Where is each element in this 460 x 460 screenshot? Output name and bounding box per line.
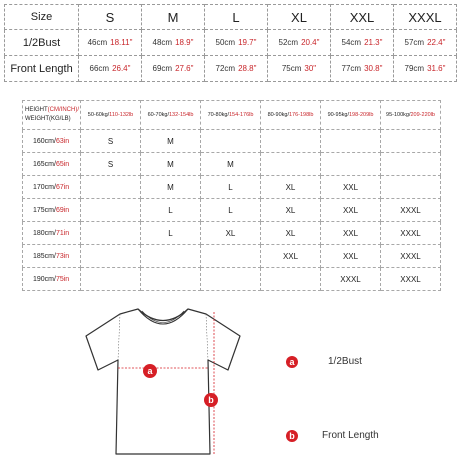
weight-header-row bbox=[23, 101, 441, 130]
marker-b-badge bbox=[204, 393, 218, 407]
size-recommendation-cell: XXL bbox=[321, 222, 381, 245]
size-recommendation-cell: S bbox=[81, 153, 141, 176]
legend-a-label: 1/2Bust bbox=[328, 356, 362, 367]
size-col-l: L bbox=[205, 5, 268, 30]
weight-lb: 132-154lb bbox=[168, 111, 194, 118]
legend-b-label: Front Length bbox=[322, 430, 379, 441]
height-cm: 165cm/ bbox=[33, 160, 56, 168]
size-recommendation-cell: XL bbox=[261, 176, 321, 199]
weight-lb: 110-132lb bbox=[109, 111, 134, 118]
size-recommendation-cell: XXL bbox=[321, 199, 381, 222]
inch-value: 31.6" bbox=[427, 64, 446, 73]
inch-value: 18.9" bbox=[175, 38, 194, 47]
inch-value: 21.3" bbox=[364, 38, 383, 47]
cm-value: 57cm bbox=[404, 38, 425, 47]
inch-value: 30.8" bbox=[364, 64, 383, 73]
size-recommendation-cell bbox=[321, 130, 381, 153]
height-row bbox=[23, 245, 441, 268]
bust-cell-l bbox=[205, 30, 268, 56]
length-cell-xxl bbox=[331, 56, 394, 82]
height-inch: 63in bbox=[55, 137, 70, 145]
size-recommendation-cell bbox=[321, 153, 381, 176]
inch-value: 18.11" bbox=[110, 38, 133, 47]
weight-word: WEIGHT(KG/LB) bbox=[25, 116, 71, 122]
size-recommendation-cell bbox=[381, 153, 441, 176]
height-inch: 73in bbox=[55, 252, 70, 260]
size-header-row bbox=[5, 5, 457, 30]
length-cell-l bbox=[205, 56, 268, 82]
weight-kg: 90-95kg/ bbox=[327, 111, 349, 118]
length-cell-s bbox=[79, 56, 142, 82]
size-recommendation-cell: XXXL bbox=[381, 268, 441, 291]
size-recommendation-cell bbox=[261, 153, 321, 176]
inch-value: 26.4" bbox=[112, 64, 131, 73]
size-recommendation-cell bbox=[141, 245, 201, 268]
inch-value: 22.4" bbox=[427, 38, 446, 47]
size-recommendation-cell: XL bbox=[261, 199, 321, 222]
size-recommendation-cell: M bbox=[141, 176, 201, 199]
cm-value: 52cm bbox=[278, 38, 299, 47]
size-col-xl: XL bbox=[268, 5, 331, 30]
size-recommendation-cell: L bbox=[141, 222, 201, 245]
size-recommendation-cell: XXXL bbox=[321, 268, 381, 291]
marker-a-letter: a bbox=[147, 366, 153, 376]
height-label bbox=[23, 199, 81, 222]
weight-lb: 198-209lb bbox=[348, 111, 374, 118]
size-recommendation-cell: L bbox=[201, 199, 261, 222]
cm-value: 75cm bbox=[281, 64, 302, 73]
front-length-row bbox=[5, 56, 457, 82]
height-weight-table bbox=[22, 100, 441, 291]
weight-lb: 154-176lb bbox=[228, 111, 254, 118]
cm-value: 50cm bbox=[215, 38, 236, 47]
weight-kg: 70-80kg/ bbox=[207, 111, 229, 118]
bust-label: 1/2Bust bbox=[5, 30, 79, 56]
cm-value: 46cm bbox=[87, 38, 108, 47]
size-recommendation-cell bbox=[381, 130, 441, 153]
weight-col-3 bbox=[201, 101, 261, 130]
size-recommendation-cell bbox=[381, 176, 441, 199]
size-recommendation-cell: L bbox=[201, 176, 261, 199]
size-recommendation-cell: XXXL bbox=[381, 245, 441, 268]
height-cm: 190cm/ bbox=[33, 275, 56, 283]
tshirt-collar bbox=[138, 309, 188, 324]
cm-value: 79cm bbox=[404, 64, 425, 73]
height-inch: 71in bbox=[55, 229, 70, 237]
weight-kg: 60-70kg/ bbox=[147, 111, 169, 118]
cm-value: 77cm bbox=[341, 64, 362, 73]
size-recommendation-cell: L bbox=[141, 199, 201, 222]
height-inch: 69in bbox=[55, 206, 70, 214]
bust-cell-xl bbox=[268, 30, 331, 56]
weight-lb: 176-198lb bbox=[288, 111, 314, 118]
size-recommendation-cell bbox=[201, 245, 261, 268]
height-cm: 170cm/ bbox=[33, 183, 56, 191]
cm-value: 66cm bbox=[89, 64, 110, 73]
weight-kg: 80-90kg/ bbox=[267, 111, 289, 118]
tshirt-outline bbox=[86, 309, 240, 454]
size-recommendation-cell: M bbox=[201, 153, 261, 176]
weight-col-5 bbox=[321, 101, 381, 130]
height-label bbox=[23, 245, 81, 268]
inch-value: 27.6" bbox=[175, 64, 194, 73]
size-recommendation-cell: XXL bbox=[261, 245, 321, 268]
size-col-m: M bbox=[142, 5, 205, 30]
size-header-label: Size bbox=[5, 5, 79, 30]
height-cm: 180cm/ bbox=[33, 229, 56, 237]
height-label bbox=[23, 222, 81, 245]
marker-a-badge bbox=[143, 364, 157, 378]
height-cm: 175cm/ bbox=[33, 206, 56, 214]
inch-value: 28.8" bbox=[238, 64, 257, 73]
height-units: (CM/INCH)/ bbox=[47, 107, 79, 113]
legend-b-badge: b bbox=[286, 430, 298, 442]
inch-value: 19.7" bbox=[238, 38, 257, 47]
size-recommendation-cell: M bbox=[141, 130, 201, 153]
bust-cell-xxl bbox=[331, 30, 394, 56]
size-recommendation-cell: XXL bbox=[321, 245, 381, 268]
weight-col-2 bbox=[141, 101, 201, 130]
height-label bbox=[23, 268, 81, 291]
size-recommendation-cell: XL bbox=[201, 222, 261, 245]
length-cell-xl bbox=[268, 56, 331, 82]
inch-value: 30" bbox=[304, 64, 317, 73]
size-col-xxl: XXL bbox=[331, 5, 394, 30]
size-chart-table bbox=[4, 4, 457, 82]
front-length-label: Front Length bbox=[5, 56, 79, 82]
size-recommendation-cell: XXXL bbox=[381, 222, 441, 245]
height-row bbox=[23, 268, 441, 291]
size-recommendation-cell bbox=[261, 130, 321, 153]
height-inch: 75in bbox=[55, 275, 70, 283]
inch-value: 20.4" bbox=[301, 38, 320, 47]
weight-kg: 95-100kg/ bbox=[386, 111, 411, 118]
weight-col-4 bbox=[261, 101, 321, 130]
sleeve-seam-right bbox=[206, 314, 208, 360]
height-row bbox=[23, 130, 441, 153]
size-recommendation-cell bbox=[201, 130, 261, 153]
size-recommendation-cell: M bbox=[141, 153, 201, 176]
cm-value: 72cm bbox=[215, 64, 236, 73]
cm-value: 48cm bbox=[152, 38, 173, 47]
cm-value: 69cm bbox=[152, 64, 173, 73]
size-col-s: S bbox=[79, 5, 142, 30]
bust-row bbox=[5, 30, 457, 56]
marker-b-letter: b bbox=[208, 395, 214, 405]
height-cm: 185cm/ bbox=[33, 252, 56, 260]
tshirt-diagram bbox=[68, 304, 258, 460]
height-inch: 65in bbox=[55, 160, 70, 168]
size-recommendation-cell bbox=[141, 268, 201, 291]
size-recommendation-cell: S bbox=[81, 130, 141, 153]
sleeve-seam-left bbox=[118, 314, 120, 360]
size-recommendation-cell bbox=[81, 245, 141, 268]
height-cm: 160cm/ bbox=[33, 137, 56, 145]
length-cell-xxxl bbox=[394, 56, 457, 82]
size-recommendation-cell: XXXL bbox=[381, 199, 441, 222]
size-recommendation-cell bbox=[201, 268, 261, 291]
height-label bbox=[23, 153, 81, 176]
height-word: HEIGHT bbox=[25, 107, 48, 113]
bust-cell-m bbox=[142, 30, 205, 56]
size-recommendation-cell: XL bbox=[261, 222, 321, 245]
size-col-xxxl: XXXL bbox=[394, 5, 457, 30]
weight-col-1 bbox=[81, 101, 141, 130]
height-row bbox=[23, 222, 441, 245]
weight-lb: 209-220lb bbox=[410, 111, 435, 118]
size-recommendation-cell bbox=[81, 199, 141, 222]
bust-cell-xxxl bbox=[394, 30, 457, 56]
legend-a-badge: a bbox=[286, 356, 298, 368]
length-cell-m bbox=[142, 56, 205, 82]
size-recommendation-cell bbox=[81, 176, 141, 199]
height-row bbox=[23, 176, 441, 199]
height-row bbox=[23, 199, 441, 222]
height-weight-corner-label bbox=[23, 101, 81, 130]
size-recommendation-cell bbox=[261, 268, 321, 291]
bust-cell-s bbox=[79, 30, 142, 56]
weight-kg: 50-60kg/ bbox=[87, 111, 110, 118]
height-label bbox=[23, 130, 81, 153]
cm-value: 54cm bbox=[341, 38, 362, 47]
size-recommendation-cell: XXL bbox=[321, 176, 381, 199]
size-recommendation-cell bbox=[81, 222, 141, 245]
size-recommendation-cell bbox=[81, 268, 141, 291]
height-row bbox=[23, 153, 441, 176]
height-label bbox=[23, 176, 81, 199]
weight-col-6 bbox=[381, 101, 441, 130]
height-inch: 67in bbox=[55, 183, 70, 191]
